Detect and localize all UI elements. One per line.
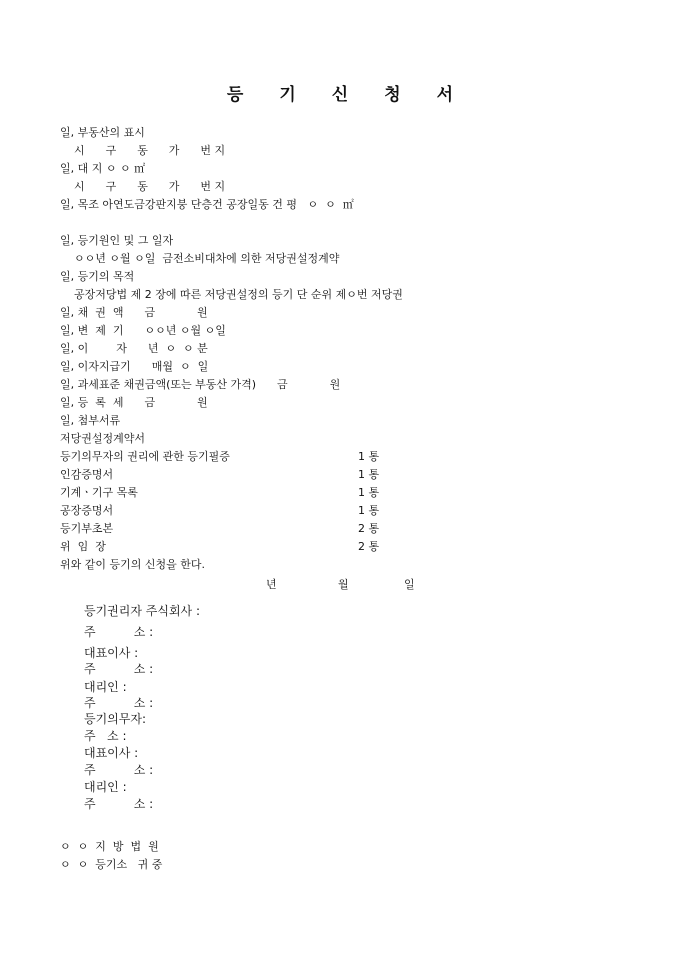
address-line: 시 구 동 가 번 지: [60, 180, 226, 193]
document-title: [0, 80, 680, 105]
property-heading: 일, 부동산의 표시: [60, 126, 145, 139]
registration-tax-line: 일, 등 록 세 금 원: [60, 396, 208, 409]
attachment-name: 등기의무자의 권리에 관한 등기필증: [60, 450, 230, 463]
title-char: 서: [436, 85, 454, 105]
address-label: 주 소 :: [84, 625, 154, 639]
interest-line: 일, 이 자 년 ㅇ ㅇ 분: [60, 342, 208, 355]
attachment-count: 2 통: [358, 540, 380, 553]
cause-heading: 일, 등기원인 및 그 일자: [60, 234, 174, 247]
purpose-heading: 일, 등기의 목적: [60, 270, 135, 283]
attachments-heading: 일, 첨부서류: [60, 414, 121, 427]
attachment-name: 등기부초본: [60, 522, 114, 535]
attachment-name: 인감증명서: [60, 468, 114, 481]
due-date-line: 일, 변 제 기 ㅇㅇ년 ㅇ월 ㅇ일: [60, 324, 226, 337]
creditor-company-label: 등기권리자 주식회사 :: [84, 604, 201, 618]
date-day-label: 일: [404, 578, 415, 591]
title-char: 신: [331, 85, 349, 105]
date-year-label: 년: [266, 578, 277, 591]
title-char: 청: [384, 85, 401, 105]
address-line: 시 구 동 가 번 지: [60, 144, 226, 157]
building-line: 일, 목조 아연도금강판지붕 단층건 공장일동 건 평 ㅇ ㅇ ㎡: [60, 198, 354, 211]
attachment-count: 1 통: [358, 486, 380, 499]
title-char: 등: [226, 85, 244, 105]
title-char: 기: [279, 85, 296, 105]
address-label: 주 소 :: [84, 763, 154, 777]
claim-amount-line: 일, 채 권 액 금 원: [60, 306, 208, 319]
date-month-label: 월: [338, 578, 349, 591]
attachment-count: 1 통: [358, 504, 380, 517]
land-line: 일, 대 지 ㅇ ㅇ ㎡: [60, 162, 146, 175]
address-label: 주 소 :: [84, 797, 154, 811]
address-label: 주 소 :: [84, 662, 154, 676]
representative-label: 대표이사 :: [84, 646, 139, 660]
interest-payment-line: 일, 이자지급기 매월 ㅇ 일: [60, 360, 209, 373]
attachment-name: 저당권설정계약서: [60, 432, 146, 445]
address-label: 주 소 :: [84, 729, 127, 743]
agent-label: 대리인 :: [84, 780, 127, 794]
attachment-name: 기계ㆍ기구 목록: [60, 486, 138, 499]
registry-addressee: ㅇ ㅇ 등기소 귀 중: [60, 858, 163, 871]
tax-base-line: 일, 과세표준 채권금액(또는 부동산 가격) 금 원: [60, 378, 341, 391]
attachment-name: 위 임 장: [60, 540, 106, 553]
purpose-line: 공장저당법 제 2 장에 따른 저당권설정의 등기 단 순위 제ㅇ번 저당권: [60, 288, 403, 301]
agent-label: 대리인 :: [84, 680, 127, 694]
representative-label: 대표이사 :: [84, 746, 139, 760]
address-label: 주 소 :: [84, 696, 154, 710]
closing-statement: 위와 같이 등기의 신청을 한다.: [60, 558, 205, 571]
attachment-count: 1 통: [358, 468, 380, 481]
attachment-count: 2 통: [358, 522, 380, 535]
court-name: ㅇ ㅇ 지 방 법 원: [60, 840, 159, 853]
attachment-name: 공장증명서: [60, 504, 114, 517]
debtor-label: 등기의무자:: [84, 712, 147, 726]
attachment-count: 1 통: [358, 450, 380, 463]
cause-line: ㅇㅇ년 ㅇ월 ㅇ일 금전소비대차에 의한 저당권설정계약: [60, 252, 340, 265]
